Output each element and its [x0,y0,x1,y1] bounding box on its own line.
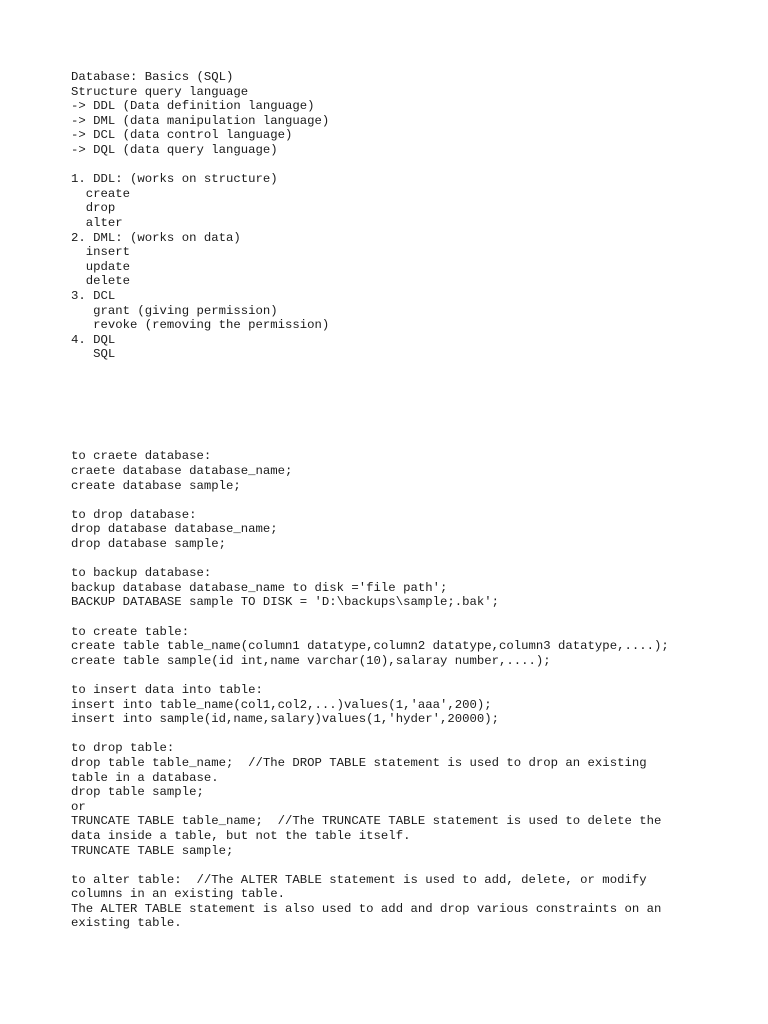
text-line: -> DML (data manipulation language) [71,113,330,128]
categories-section [71,172,751,362]
code-line: TRUNCATE TABLE table_name; //The TRUNCATE TABLE statement is used to delete the [71,814,662,829]
document-page [71,70,751,931]
text-line: -> DCL (data control language) [71,128,293,143]
list-item: drop [71,201,116,216]
code-line: drop database sample; [71,537,226,552]
code-line: create table sample(id int,name varchar(10),salaray number,....); [71,653,551,668]
list-item: delete [71,274,131,289]
list-item: 2. DML: (works on data) [71,230,241,245]
code-line: BACKUP DATABASE sample TO DISK = 'D:\backups\sample;.bak'; [71,595,500,610]
alter-table-section [71,873,751,931]
code-line: create table table_name(column1 datatype,column2 datatype,column3 datatype,....); [71,639,669,654]
text-line: -> DDL (Data definition language) [71,99,315,114]
doc-title: Database: Basics (SQL) [71,70,234,84]
code-line: backup database database_name to disk ='file path'; [71,580,448,595]
code-line: or [71,799,86,814]
code-line: craete database database_name; [71,464,293,479]
create-table-section [71,625,751,669]
code-line: table in a database. [71,770,219,785]
code-line: insert into table_name(col1,col2,...)values(1,'aaa',200); [71,697,492,712]
code-line: drop database database_name; [71,522,278,537]
list-item: 4. DQL [71,332,116,347]
text-line: -> DQL (data query language) [71,142,278,157]
section-heading: to backup database: [71,566,212,581]
code-line: drop table sample; [71,785,204,800]
list-item: alter [71,215,123,230]
text-line: columns in an existing table. [71,887,286,902]
list-item: 1. DDL: (works on structure) [71,172,278,187]
intro-section [71,70,751,158]
drop-database-section [71,508,751,552]
section-heading: to create table: [71,624,190,639]
list-item: revoke (removing the permission) [71,318,330,333]
section-heading: to insert data into table: [71,682,263,697]
list-item: grant (giving permission) [71,303,278,318]
list-item: SQL [71,347,116,362]
text-line: existing table. [71,916,182,931]
list-item: insert [71,245,131,260]
code-line: drop table table_name; //The DROP TABLE statement is used to drop an existing [71,755,647,770]
text-line: Structure query language [71,84,249,99]
code-line: data inside a table, but not the table itself. [71,828,411,843]
backup-database-section [71,566,751,610]
text-line: The ALTER TABLE statement is also used to add and drop various constraints on an [71,901,662,916]
list-item: 3. DCL [71,288,116,303]
code-line: create database sample; [71,478,241,493]
list-item: update [71,259,131,274]
section-heading: to alter table: //The ALTER TABLE statement is used to add, delete, or modify [71,872,647,887]
insert-data-section [71,683,751,727]
list-item: create [71,186,131,201]
drop-table-section [71,741,751,858]
code-line: TRUNCATE TABLE sample; [71,843,234,858]
section-heading: to drop table: [71,741,175,756]
section-heading: to drop database: [71,507,197,522]
section-heading: to craete database: [71,449,212,464]
code-line: insert into sample(id,name,salary)values(1,'hyder',20000); [71,712,500,727]
create-database-section [71,449,751,493]
